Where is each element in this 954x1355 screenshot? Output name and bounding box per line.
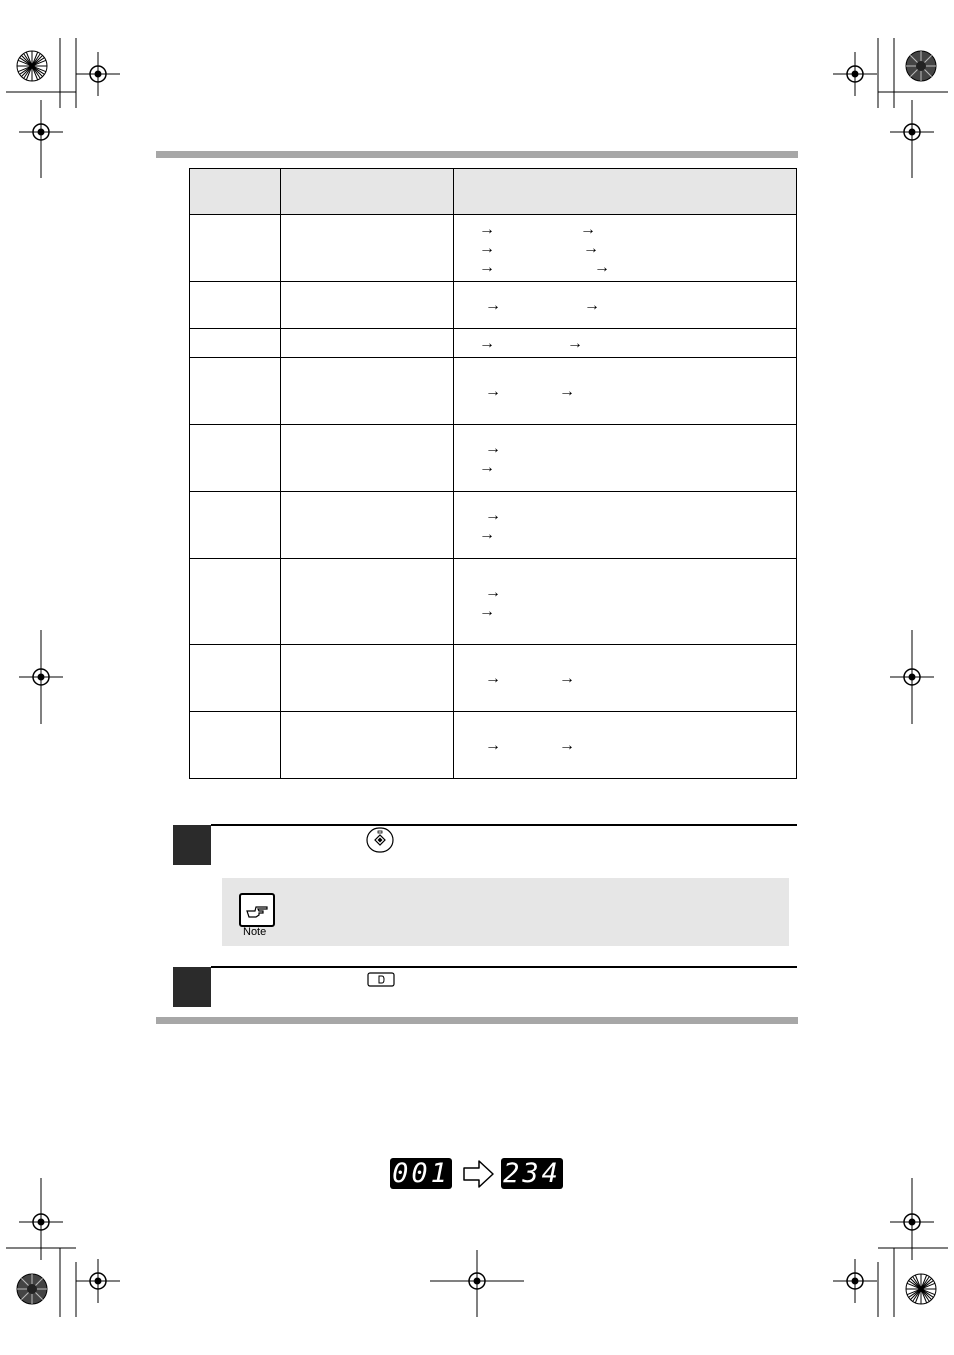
table-row [190, 215, 797, 282]
table-cell [281, 358, 454, 425]
table-cell [190, 282, 281, 329]
table-row [190, 645, 797, 712]
table-cell [454, 215, 797, 282]
arrow-sequence [454, 239, 796, 258]
table-cell [454, 712, 797, 779]
right-arrow-icon: → [559, 736, 575, 754]
right-arrow-icon: → [584, 296, 600, 314]
table-cell [454, 329, 797, 358]
table-row [190, 425, 797, 492]
table-cell [281, 329, 454, 358]
right-arrow-icon: → [479, 239, 495, 257]
right-arrow-icon: → [485, 296, 501, 314]
table-cell [454, 282, 797, 329]
right-arrow-icon: → [559, 669, 575, 687]
arrow-sequence [454, 602, 796, 621]
header-cell-3 [454, 169, 797, 215]
table-row [190, 559, 797, 645]
arrow-sequence [454, 736, 796, 755]
display-after: 234 [501, 1158, 563, 1189]
right-arrow-icon: → [479, 526, 495, 543]
outline-right-arrow-icon [462, 1159, 496, 1189]
right-arrow-icon: → [485, 382, 501, 400]
arrow-sequence [454, 296, 796, 315]
bottom-rule-bar [156, 1017, 798, 1024]
table-cell [281, 282, 454, 329]
table-cell [190, 645, 281, 712]
table-cell [454, 492, 797, 559]
step-1-rule [211, 824, 797, 826]
right-arrow-icon: → [485, 507, 501, 524]
arrow-sequence [454, 220, 796, 239]
clear-button-icon [367, 972, 397, 988]
step-2-rule [211, 966, 797, 968]
right-arrow-icon: → [485, 440, 501, 457]
table-header-row [190, 169, 797, 215]
right-arrow-icon: → [485, 669, 501, 687]
table-cell [281, 492, 454, 559]
table-cell [190, 712, 281, 779]
table-row [190, 329, 797, 358]
note-box [222, 878, 789, 946]
note-hand-icon [239, 893, 275, 927]
table-row [190, 492, 797, 559]
table-cell [281, 425, 454, 492]
top-rule-bar [156, 151, 798, 158]
table-cell [190, 425, 281, 492]
note-label: Note [243, 926, 267, 938]
right-arrow-icon: → [479, 220, 495, 238]
arrow-sequence [454, 669, 796, 688]
table-cell [190, 492, 281, 559]
table-cell [281, 559, 454, 645]
step-1-marker [173, 825, 211, 865]
right-arrow-icon: → [479, 459, 495, 476]
header-cell-1 [190, 169, 281, 215]
table-cell [454, 645, 797, 712]
right-arrow-icon: → [583, 239, 599, 257]
table-cell [454, 358, 797, 425]
table-cell [190, 559, 281, 645]
pointing-hand-icon [241, 895, 273, 925]
table-row [190, 282, 797, 329]
arrow-sequence [454, 506, 796, 525]
table-row [190, 358, 797, 425]
arrow-sequence [454, 382, 796, 401]
arrow-sequence [454, 458, 796, 477]
arrow-sequence [454, 258, 796, 277]
table-cell [190, 329, 281, 358]
arrow-sequence [454, 525, 796, 544]
right-arrow-icon: → [594, 258, 610, 276]
step-2-marker [173, 967, 211, 1007]
header-cell-2 [281, 169, 454, 215]
table-cell [454, 559, 797, 645]
arrow-sequence [454, 334, 796, 353]
table-cell [190, 358, 281, 425]
display-before: 001 [390, 1158, 452, 1189]
right-arrow-icon: → [485, 583, 501, 601]
right-arrow-icon: → [479, 334, 495, 352]
arrow-sequence [454, 583, 796, 602]
table-row [190, 712, 797, 779]
right-arrow-icon: → [485, 736, 501, 754]
right-arrow-icon: → [479, 258, 495, 276]
right-arrow-icon: → [567, 334, 583, 352]
right-arrow-icon: → [479, 602, 495, 620]
table-cell [281, 712, 454, 779]
start-diamond-icon [366, 827, 396, 853]
table-cell [190, 215, 281, 282]
table-cell [281, 645, 454, 712]
right-arrow-icon: → [580, 220, 596, 238]
arrow-sequence [454, 439, 796, 458]
right-arrow-icon: → [559, 382, 575, 400]
settings-table [189, 168, 797, 779]
table-cell [454, 425, 797, 492]
table-cell [281, 215, 454, 282]
